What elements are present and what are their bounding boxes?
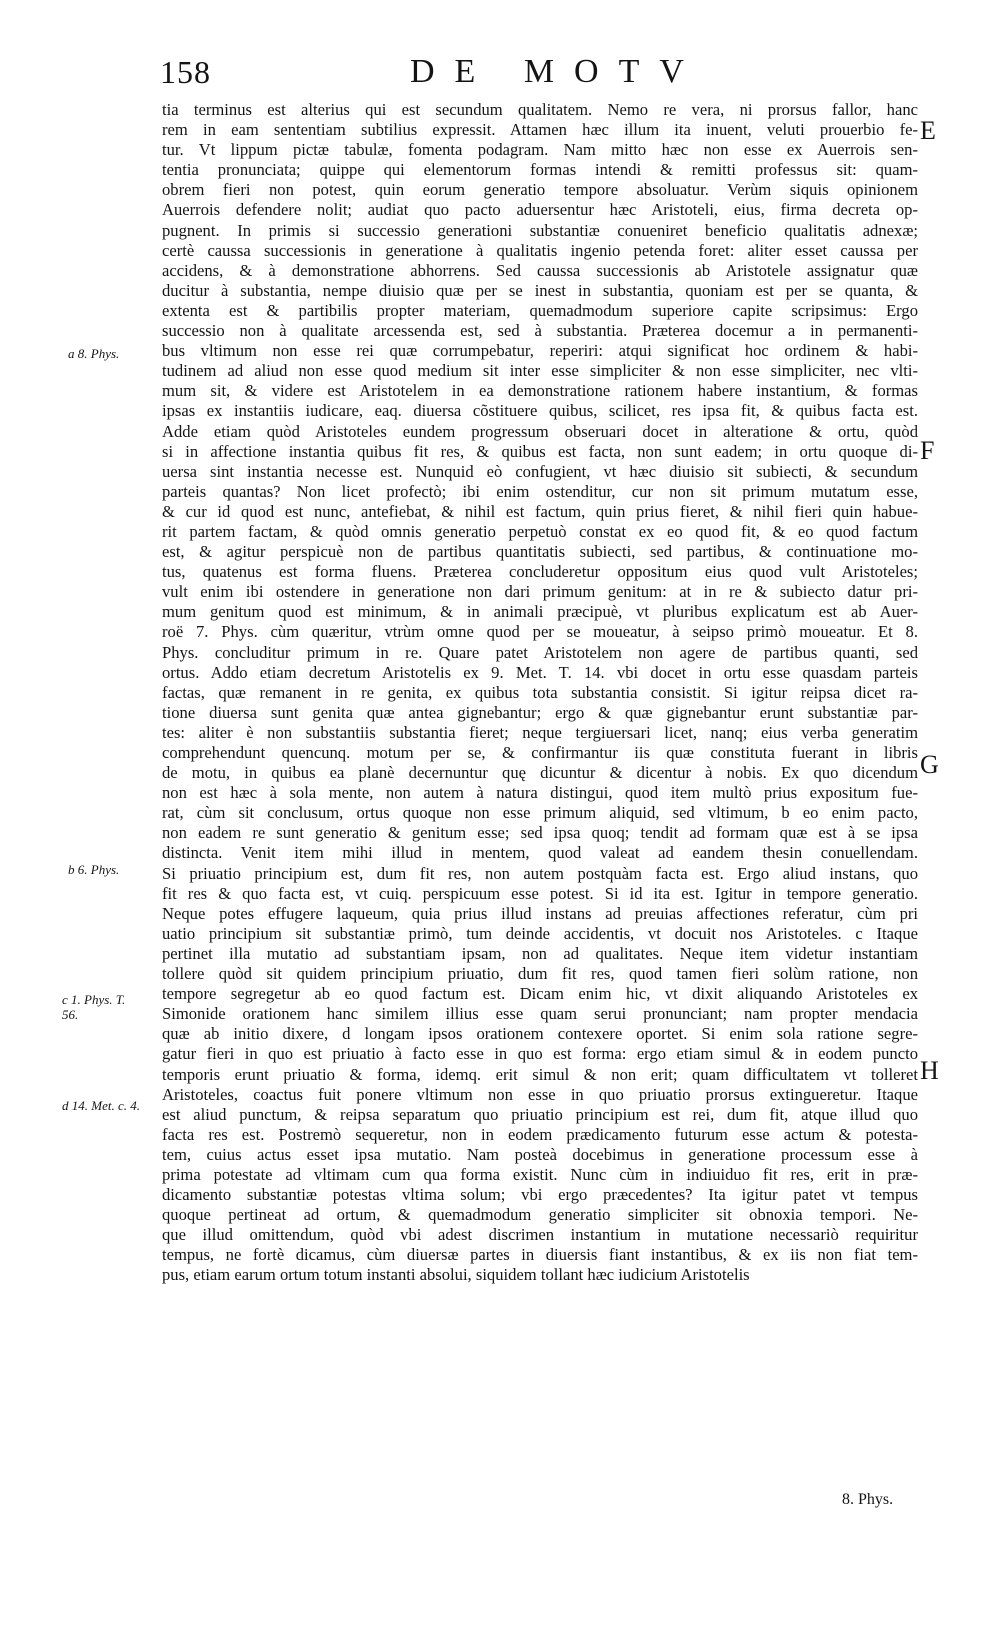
text-line: Adde etiam quòd Aristoteles eundem progressum obseruari docet in alteratione & ortu, quòd [162,421,918,441]
page-number: 158 [160,54,211,90]
text-line: pertinet illa mutatio ad substantiam ipsam, non ad qualitates. Neque item videtur instantiam [162,943,918,963]
text-line: fit res & quo facta est, vt cuiq. perspicuum esse potest. Si id ita est. Igitur in tempore generatio. [162,883,918,903]
text-line: distincta. Venit item mihi illud in mentem, quod valeat ad eandem thesin conuellendam. [162,843,918,863]
text-line: dicamento substantiæ potestas vltima solum; vbi ergo præcedentes? Ita igitur patet vt tempus [162,1185,918,1205]
text-line: rat, cùm sit conclusum, ortus quoque non esse primum aliquid, sed vltimum, b eo enim pacto, [162,803,918,823]
text-line: comprehendunt quencunq. motum per se, & confirmantur iis quæ constituta fuerant in libris [162,743,918,762]
text-line: tes: aliter è non substantiis substantia fieret; neque tergiuersari licet, nanq; eius verba generatim [162,722,918,742]
text-line: tia terminus est alterius qui est secundum qualitatem. Nemo re vera, ni prorsus fallor, hanc [162,100,918,119]
text-line: & cur id quod est nunc, antefiebat, & nihil est factum, quin prius fieret, & nihil fieri quin habue- [162,501,918,521]
text-line: accidens, & à demonstratione abhorrens. Sed caussa successionis ab Aristotele assignatur quæ [162,260,918,280]
text-line: Simonide orationem hanc similem illius esse quam serui pronunciant; nam propter mendacia [162,1004,918,1024]
text-line: ducitur à substantia, nempe diuisio quæ per se inest in substantia, quoniam est per se quanta, & [162,280,918,300]
text-line: ortus. Addo etiam decretum Aristotelis ex 9. Met. T. 14. vbi docet in ortu esse quasdam parteis [162,662,918,682]
text-line: pugnent. In primis si successio generationi substantiæ conueniret beneficio qualitatis adnexæ; [162,220,918,240]
text-line: uatio principium sit substantiæ primò, tum deinde accidentis, vt docuit nos Aristoteles. c Itaque [162,923,918,943]
marginal-letter-h: H [920,1056,939,1085]
text-line: rem in eam sententiam subtilius expressit. Attamen hæc illum ita inuent, veluti prouerbio fe- [162,120,918,140]
text-line: quoque pertineat ad ortum, & quemadmodum generatio simpliciter sit obnoxia tempori. Ne- [162,1205,918,1225]
text-line: de motu, in quibus ea planè decernuntur quę dicuntur & dicentur à nobis. Ex quo dicendum [162,763,918,783]
text-line: vult enim ibi ostendere in generatione non dari primum genitum: at in re & subiecto datur pri- [162,582,918,602]
text-line: que illud omittendum, quòd vbi adest discrimen instantium in mutatione necessariò requiritur [162,1225,918,1245]
text-line: tem, cuius actus esset ipsa mutatio. Nam posteà docebimus in generatione processum esse à [162,1144,918,1164]
text-line: tollere quòd sit quidem principium priuatio, dum fit res, quod tamen fieri solùm ratione, non [162,964,918,984]
text-line: tione diuersa sunt genita quæ antea gignebantur; ergo & quæ gignebantur erunt substantiæ par- [162,702,918,722]
text-line: ipsas ex instantiis iudicare, eaq. diuersa cõstituere quibus, scilicet, res ipsa fit, & quibus facta est. [162,401,918,421]
text-line: facta res est. Postremò sequeretur, non in eodem prædicamento futurum esse actum & potesta- [162,1124,918,1144]
text-line: tempore segregetur ab eo quod factum est. Dicam enim hic, vt dixit aliquando Aristoteles ex [162,984,918,1004]
text-line: factas, quæ remanent in re genita, ex quibus tota substantia consistit. Si igitur reipsa dicet ra- [162,682,918,702]
text-line: Neque potes effugere laqueum, quia prius illud instans ad preuias affectiones referatur, cùm pri [162,903,918,923]
text-line: non eadem re sunt generatio & genitum esse; sed ipsa quoq; tendit ad formam quæ est à se ipsa [162,823,918,843]
text-line: non est hæc à sola mente, non autem à natura distingui, quod item multò prius expositum fue- [162,783,918,803]
text-line: obrem fieri non potest, quin eorum generatio tempore absoluatur. Verùm siquis opinionem [162,180,918,200]
text-line: parteis quantas? Non licet profectò; ibi enim ostenditur, cur non sit primum mutatum esse, [162,481,918,501]
marginal-letter-e: E [920,116,936,145]
text-line: Auerrois defendere nolit; audiat quo pacto aduersentur hæc Aristoteli, eius, firma decreta op- [162,200,918,220]
text-line: si in affectione instantia quibus fit res, & quibus est facta, non sunt eadem; in ortu quoque di- [162,441,918,461]
margin-note-b: b 6. Phys. [68,862,120,877]
margin-note-a: a 8. Phys. [68,346,120,361]
text-line: est aliud punctum, & reipsa separatum quo priuatio principium est rei, dum fit, atque illud quo [162,1104,918,1124]
page-header [0,52,1000,92]
text-line: mum sit, & videre est Aristotelem in ea demonstratione rationem habere instantium, & formas [162,381,918,401]
text-line: rit partem factam, & quòd omnis generatio perpetuò constat ex eo quod fit, & eo quod factum [162,521,918,541]
marginal-letter-g: G [920,750,939,779]
text-line: mum genitum quod est minimum, & in animali præcipuè, vt pluribus explicatum est ab Auer- [162,602,918,622]
running-title: DE MOTV [410,53,704,90]
text-line: tus, quatenus est forma fluens. Præterea concluderetur oppositum eius quod vult Aristoteles; [162,562,918,582]
text-line: tentia pronunciata; quippe qui elementorum formas intendi & remitti professus sit: quam- [162,160,918,180]
text-line: successio non à qualitate arcessenda est, sed à substantia. Præterea docemur a in permanenti- [162,321,918,341]
text-line: roë 7. Phys. cùm quæritur, vtrùm omne quod per se moueatur, à seipso primò moueatur. Et 8. [162,622,918,642]
marginal-letter-f: F [920,436,935,465]
text-line: prima potestate ad vltimam cum qua forma existit. Nunc cùm in indiuiduo fit res, erit in præ- [162,1164,918,1184]
text-line: extenta est & partibilis propter materiam, quemadmodum superiore capite scripsimus: Ergo [162,300,918,320]
margin-note-d: d 14. Met. c. 4. [62,1098,140,1113]
text-line: Si priuatio principium est, dum fit res, non autem postquàm facta est. Ergo aliud instans, quo [162,863,918,883]
margin-note-c: c 1. Phys. T. 56. [62,992,126,1022]
text-line: gatur fieri in quo est priuatio à facto esse in quo est forma: ergo etiam simul & in eodem puncto [162,1044,918,1064]
text-line: quæ ab initio dixere, d longam ipsos orationem contexere oportet. Si enim sola ratione segre- [162,1024,918,1044]
text-line: certè caussa successionis in generatione à qualitatis ingenio petenda foret: aliter esset caussa per [162,240,918,260]
text-line: tudinem ad aliud non esse quod medium sit inter esse simpliciter & non esse simpliciter, nec vlti- [162,361,918,381]
text-line: pus, etiam earum ortum totum instanti absolui, siquidem tollant hæc iudicium Aristotelis [162,1265,750,1285]
body-text [162,100,918,1286]
text-line: est, & agitur perspicuè non de partibus quantitatis subiecti, sed partibus, & continuatione mo- [162,542,918,562]
text-line: temporis erunt priuatio & forma, idemq. erit simul & non erit; quam difficultatem vt tolleret [162,1064,918,1084]
catchword: 8. Phys. [842,1491,894,1508]
text-line: Phys. concluditur primum in re. Quare patet Aristotelem non agere de partibus quanti, sed [162,642,918,662]
text-line: tempus, ne fortè dicamus, cùm diuersæ partes in diuersis fiant instantibus, & ex iis non fiat tem- [162,1245,918,1265]
text-line: Aristoteles, coactus fuit ponere vltimum non esse in quo priuatio prorsus extingueretur. Itaque [162,1084,918,1104]
text-line: uersa sint instantia necesse est. Nunquid eò confugient, vt hæc diuisio sit subiecti, & secundum [162,461,918,481]
text-line: bus vltimum non esse rei quæ corrumpebatur, reperiri: atqui significat hoc ordinem & habi- [162,341,918,361]
text-line: tur. Vt lippum pictæ tabulæ, fomenta podagram. Nam mitto hæc non esse ex Auerrois sen- [162,140,918,160]
